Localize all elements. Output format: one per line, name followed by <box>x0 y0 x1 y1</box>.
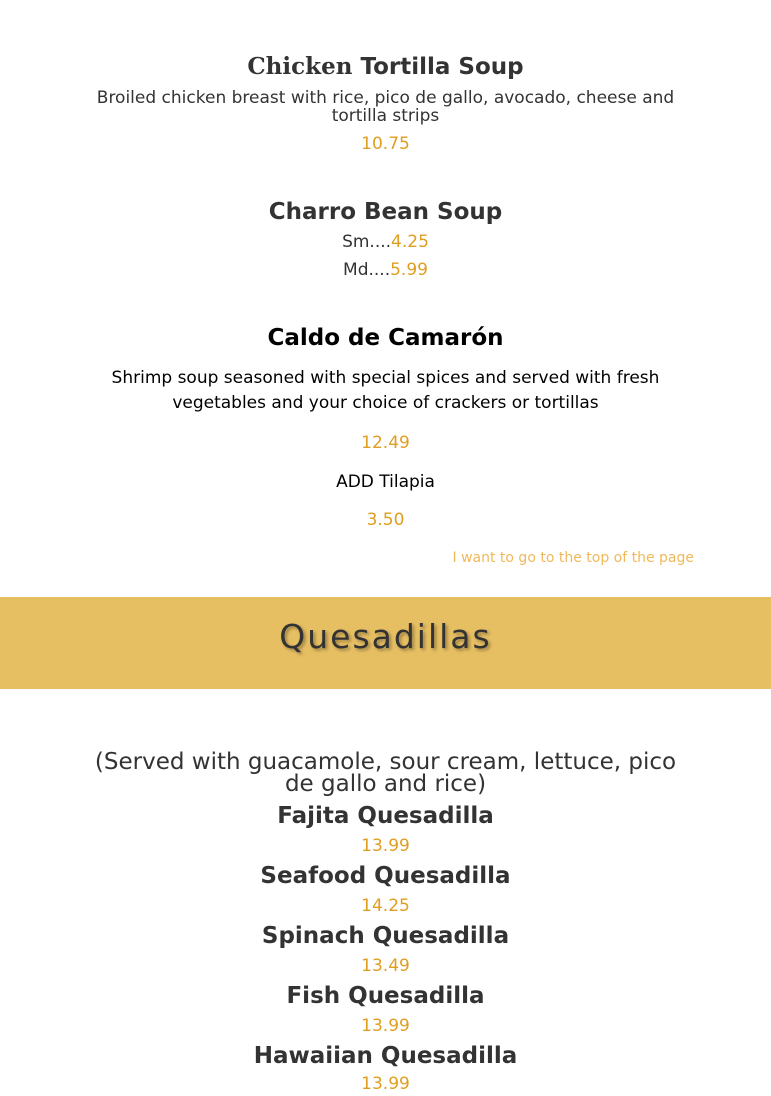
menu-item-title-main: Tortilla Soup <box>360 54 524 80</box>
back-to-top-link[interactable]: I want to go to the top of the page <box>452 550 694 566</box>
menu-item-title: Fajita Quesadilla <box>277 803 494 829</box>
size-price: 4.25 <box>391 232 429 252</box>
menu-item-price: 14.25 <box>361 896 410 916</box>
section-heading: Quesadillas <box>279 617 492 656</box>
size-price: 5.99 <box>390 260 428 280</box>
menu-item-title: Spinach Quesadilla <box>261 923 510 949</box>
menu-item-price: 13.99 <box>361 1074 410 1094</box>
menu-item-title: Fish Quesadilla <box>286 983 485 1009</box>
menu-item-description: Shrimp soup seasoned with special spices and served with fresh vegetables and your choice of crackers or tortillas <box>111 368 660 413</box>
menu-item-price: 13.99 <box>361 1016 410 1036</box>
menu-item-title: Seafood Quesadilla <box>260 863 511 889</box>
menu-item-price: 10.75 <box>361 134 410 154</box>
menu-item-title <box>0 52 771 82</box>
menu-item-title: Hawaiian Quesadilla <box>253 1043 518 1069</box>
addon-price: 3.50 <box>366 510 405 530</box>
size-price-row <box>0 258 771 282</box>
section-banner <box>0 597 771 689</box>
menu-item-title: Caldo de Camarón <box>267 325 504 351</box>
menu-item-title: Charro Bean Soup <box>268 199 503 225</box>
size-label: Sm.... <box>342 232 392 252</box>
menu-item-price: 13.49 <box>361 956 410 976</box>
addon-label: ADD Tilapia <box>336 472 435 492</box>
menu-item-description: Broiled chicken breast with rice, pico de gallo, avocado, cheese and tortilla strips <box>96 88 675 126</box>
section-note: (Served with guacamole, sour cream, lettuce, pico de gallo and rice) <box>94 749 677 797</box>
size-label: Md.... <box>343 260 391 280</box>
menu-item-price: 13.99 <box>361 836 410 856</box>
size-price-row <box>0 230 771 254</box>
menu-item-price: 12.49 <box>361 433 410 453</box>
menu-item-title-prefix: Chicken <box>247 53 353 80</box>
